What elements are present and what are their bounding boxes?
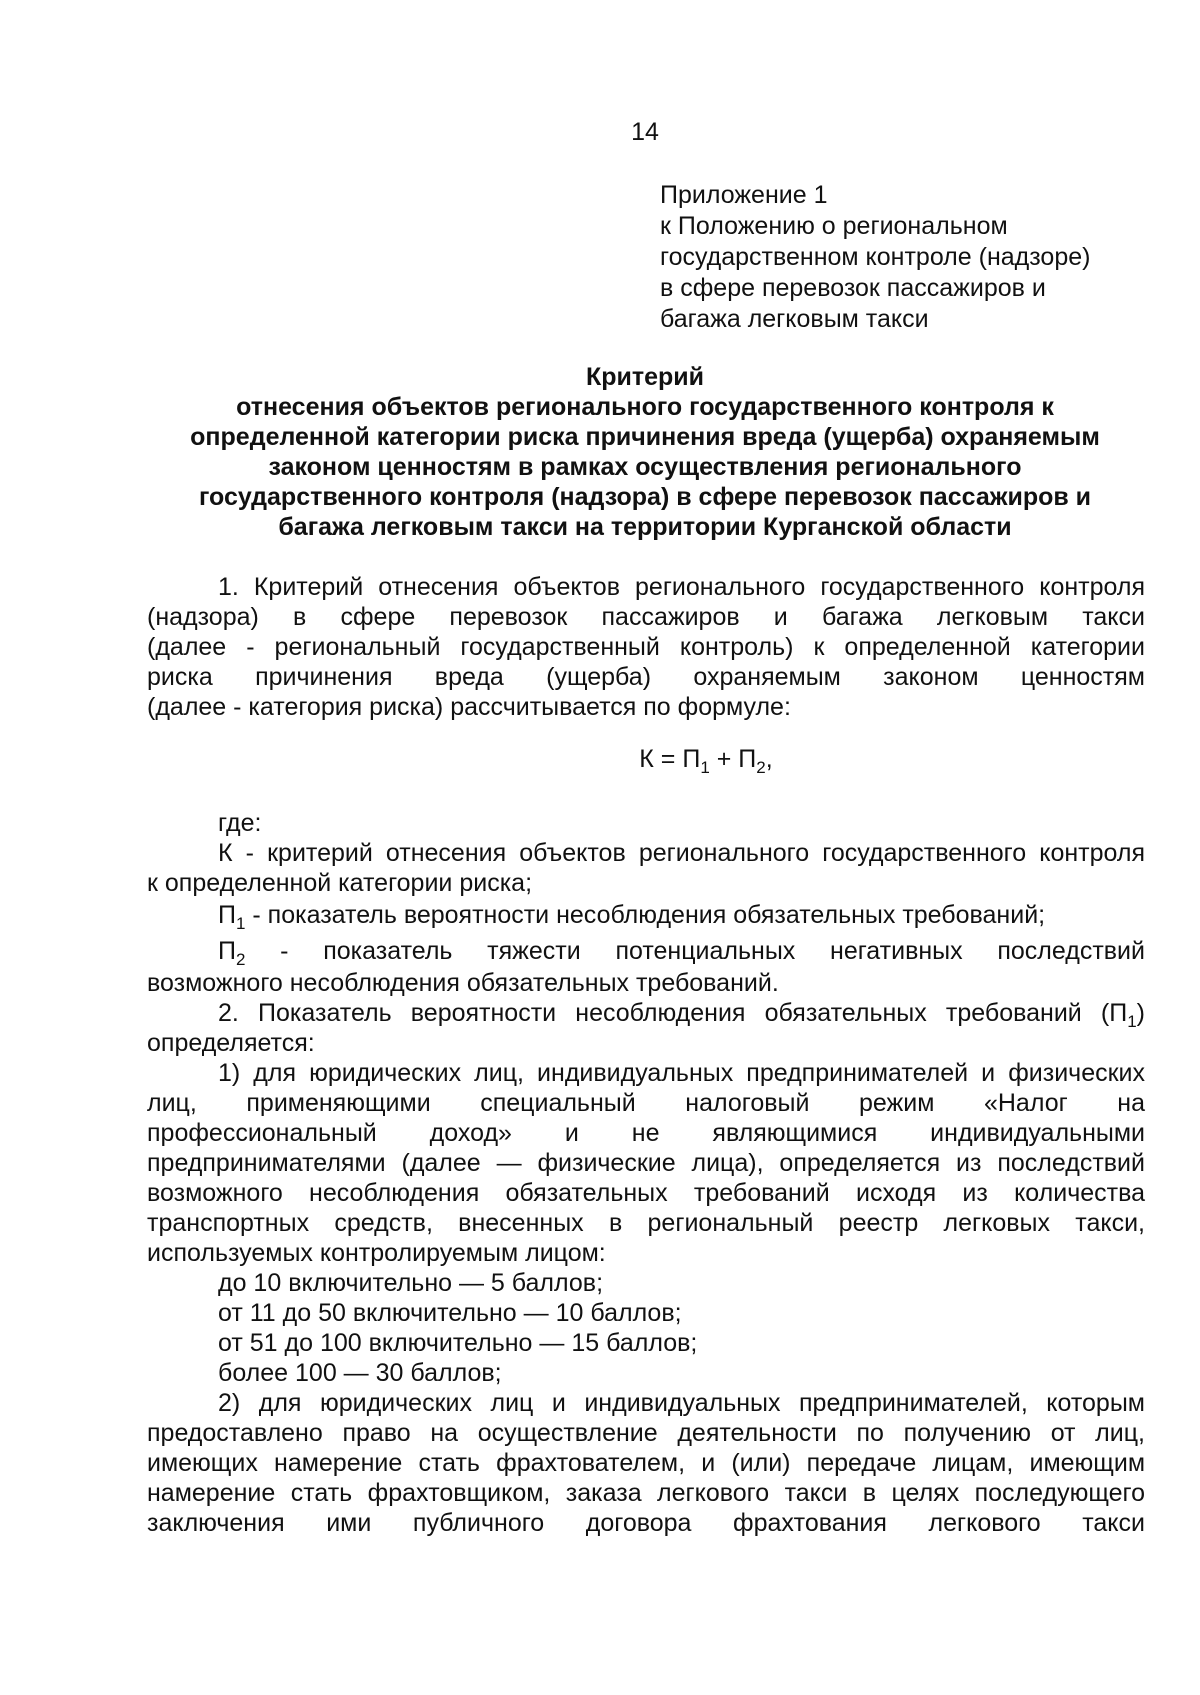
title-line: багажа легковым такси на территории Курганской области (278, 513, 1012, 541)
text: 2. Показатель вероятности несоблюдения обязательных требований (П (218, 999, 1128, 1027)
text-line: профессиональный доход» и не являющимися индивидуальными (147, 1119, 1145, 1147)
score-list (147, 1268, 1145, 1388)
title-line: законом ценностям в рамках осуществления регионального (268, 453, 1022, 481)
text-line: 2) для юридических лиц и индивидуальных предпринимателей, которым (218, 1389, 1145, 1417)
risk-formula (147, 744, 1145, 777)
text-line: где: (218, 809, 262, 837)
definitions (147, 808, 1145, 998)
page-number: 14 (631, 118, 659, 146)
paragraph-2 (147, 998, 1145, 1058)
appendix-line: Приложение 1 (660, 181, 828, 209)
text-line: 1. Критерий отнесения объектов регионального государственного контроля (218, 573, 1145, 601)
formula-sub: 1 (700, 758, 710, 777)
score-item: более 100 — 30 баллов; (218, 1359, 502, 1387)
text-line: заключения ими публичного договора фрахтования легкового такси (147, 1509, 1145, 1537)
document-title (140, 362, 1150, 542)
score-item: до 10 включительно — 5 баллов; (218, 1269, 604, 1297)
text-line: транспортных средств, внесенных в региональный реестр легковых такси, (147, 1209, 1145, 1237)
symbol-sub: 1 (1127, 1012, 1137, 1031)
formula-mid: + П (709, 745, 757, 773)
definition-text: - показатель вероятности несоблюдения обязательных требований; (245, 901, 1046, 929)
text-line: лиц, применяющими специальный налоговый режим «Налог на (147, 1089, 1145, 1117)
text-line: к определенной категории риска; (147, 869, 533, 897)
formula-sub: 2 (756, 758, 766, 777)
title-line: определенной категории риска причинения вреда (ущерба) охраняемым (190, 423, 1100, 451)
formula-lhs: К = П (639, 745, 701, 773)
formula-tail: , (765, 745, 773, 773)
score-item: от 51 до 100 включительно — 15 баллов; (218, 1329, 698, 1357)
definition-text: - показатель тяжести потенциальных негативных последствий (280, 937, 1145, 965)
appendix-line: к Положению о региональном (660, 212, 1008, 240)
title-line: государственного контроля (надзора) в сфере перевозок пассажиров и (198, 483, 1092, 511)
text-line: К - критерий отнесения объектов регионального государственного контроля (218, 839, 1145, 867)
title-line: Критерий (585, 363, 705, 391)
text-line (147, 998, 1145, 1031)
text-line: (далее - региональный государственный контроль) к определенной категории (147, 633, 1145, 661)
appendix-header (660, 180, 1140, 335)
title-line: отнесения объектов регионального государственного контроля к (236, 393, 1054, 421)
symbol: П (218, 937, 236, 965)
text-line: возможного несоблюдения обязательных требований. (147, 969, 779, 997)
text-line: (надзора) в сфере перевозок пассажиров и багажа легковым такси (147, 603, 1145, 631)
appendix-line: государственном контроле (надзоре) (660, 243, 1091, 271)
definition-p2 (147, 936, 1145, 969)
text: ) (1136, 999, 1145, 1027)
text-line: используемых контролируемым лицом: (147, 1239, 606, 1267)
appendix-line: багажа легковым такси (660, 305, 929, 333)
score-item: от 11 до 50 включительно — 10 баллов; (218, 1299, 682, 1327)
symbol-sub: 2 (235, 950, 246, 969)
symbol: П (218, 901, 236, 929)
text-line: намерение стать фрахтовщиком, заказа легкового такси в целях последующего (147, 1479, 1145, 1507)
item-2 (147, 1388, 1145, 1538)
text-line: (далее - категория риска) рассчитывается по формуле: (147, 693, 791, 721)
definition-p1 (147, 900, 1145, 933)
text-line: 1) для юридических лиц, индивидуальных предпринимателей и физических (218, 1059, 1145, 1087)
paragraph-1 (147, 572, 1145, 722)
text-line: определяется: (147, 1029, 315, 1057)
symbol-sub: 1 (235, 914, 246, 933)
document-body (147, 572, 1145, 1538)
text-line: предпринимателями (далее — физические лица), определяется из последствий (147, 1149, 1145, 1177)
text-line: возможного несоблюдения обязательных требований исходя из количества (147, 1179, 1145, 1207)
item-1 (147, 1058, 1145, 1268)
text-line: предоставлено право на осуществление деятельности по получению от лиц, (147, 1419, 1145, 1447)
appendix-line: в сфере перевозок пассажиров и (660, 274, 1046, 302)
text-line: имеющих намерение стать фрахтователем, и (или) передаче лицам, имеющим (147, 1449, 1145, 1477)
text-line: риска причинения вреда (ущерба) охраняемым законом ценностям (147, 663, 1145, 691)
